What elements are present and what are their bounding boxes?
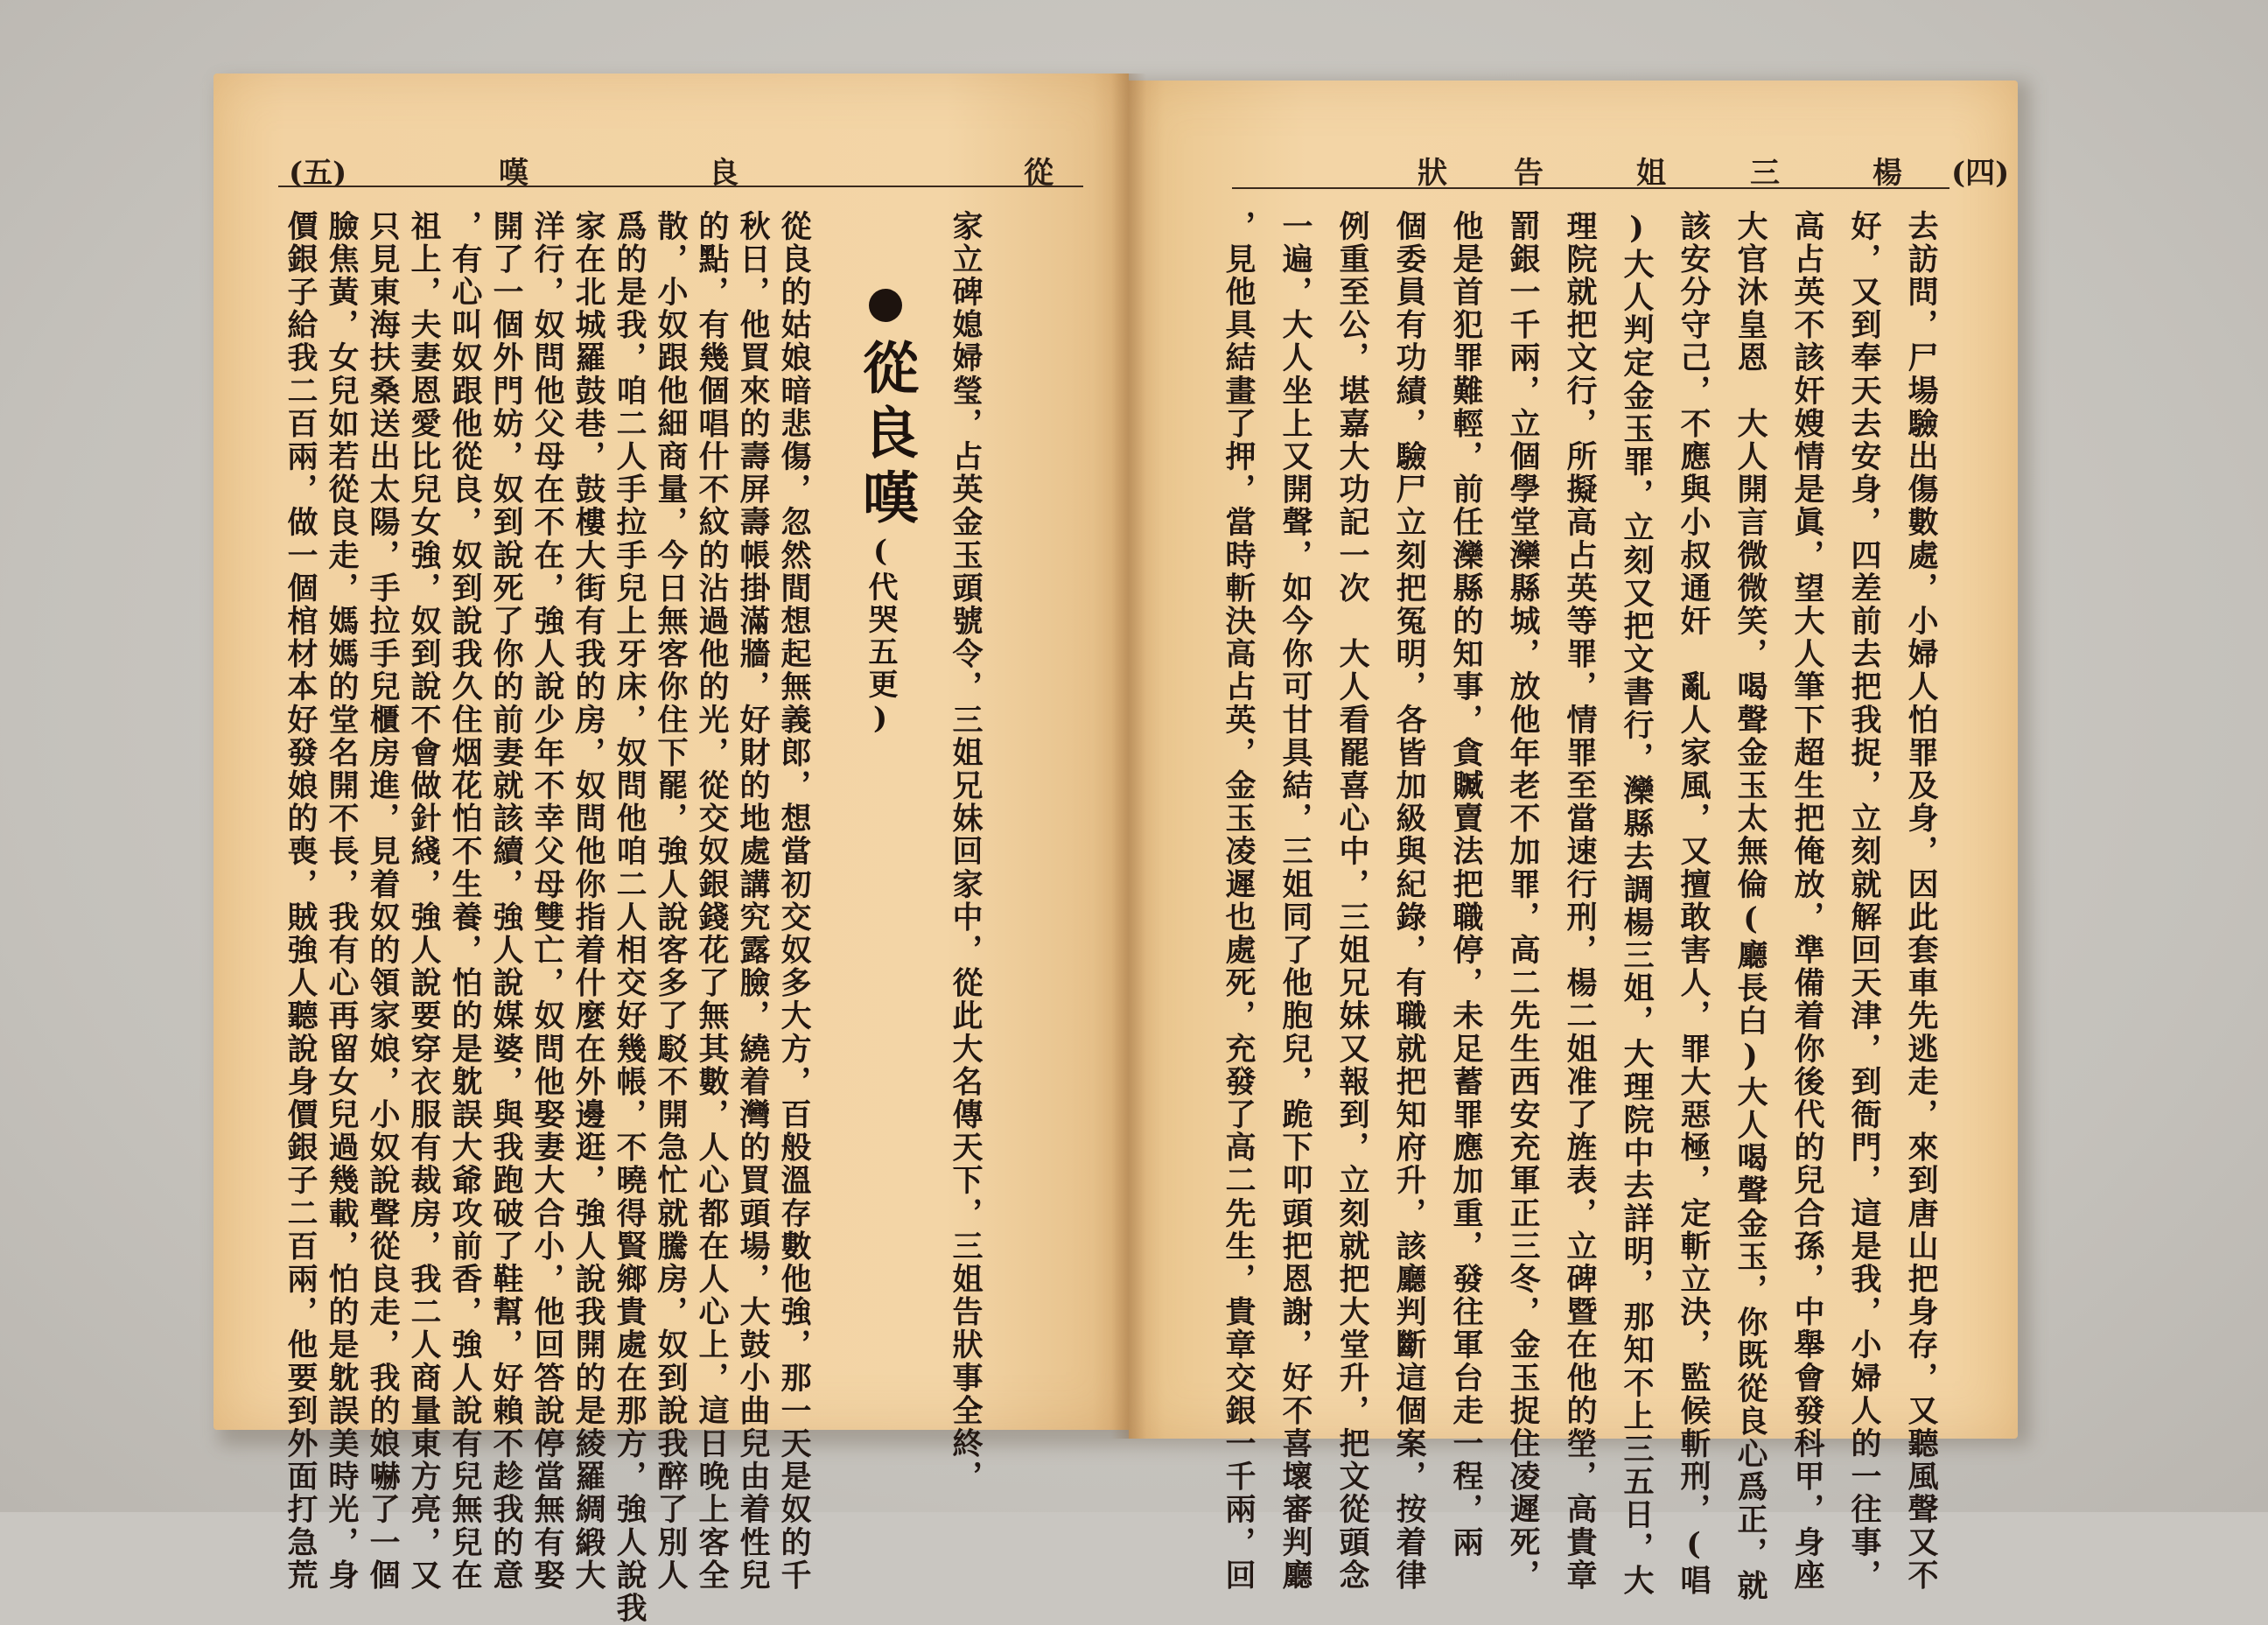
section-subtitle: (代哭五更): [863, 534, 898, 739]
text-column: 罰銀一千兩，立個學堂灤縣城，放他年老不加罪，高二先生西安充軍正三冬，金玉捉住凌遲死，: [1505, 210, 1541, 1593]
text-column: 臉焦黃，女兒如若從良走，媽媽的堂名開不長，我有心再留女兒過幾載，怕的是躭誤美時光，身: [324, 210, 360, 1593]
text-column: 去訪問，尸場驗出傷數處，小婦人怕罪及身，因此套車先逃走，來到唐山把身存，又聽風聲又不: [1903, 210, 1939, 1593]
text-column: 家立碑媳婦瑩，占英金玉頭號令，三姐兄妹回家中，從此大名傳天下，三姐告狀事全終，: [948, 210, 984, 1494]
left-header-rule: [278, 186, 1083, 187]
text-column: 秋日，他買來的壽屏壽帳掛滿牆，好財的地處講究露臉，繞着灣的買頭場，大鼓小曲兒由着性兒: [735, 210, 771, 1593]
right-page-header: [1418, 149, 2010, 191]
right-header-char: 告: [1514, 156, 1544, 191]
text-column: 好，又到奉天去安身，四差前去把我捉，立刻就解回天津，到衙門，這是我，小婦人的一往事，: [1846, 210, 1882, 1593]
text-column: 爲的是我，咱二人手拉手兒上牙床，奴問他咱二人相交好幾帳，不曉得賢鄉貴處在那方，強人說我: [612, 210, 648, 1625]
text-column: )大人判定金玉罪，立刻又把文書行，灤縣去調楊三姐，大理院中去詳明，那知不上三五日，大: [1619, 210, 1655, 1598]
right-header-char: 狀: [1418, 156, 1447, 191]
text-column: 價銀子給我二百兩，做一個棺材本好發娘的喪，賊強人聽說身價銀子二百兩，他要到外面打急荒: [283, 210, 318, 1593]
text-column: 只見東海扶桑送出太陽，手拉手兒櫃房進，見着奴的領家娘，小奴說聲從良走，我的娘嚇了一個: [365, 210, 401, 1593]
left-header-char: 良: [709, 156, 738, 191]
left-header-char: 嘆: [499, 156, 528, 191]
right-header-char: 楊: [1872, 156, 1902, 191]
text-column: 開了一個外門妨，奴到說死了你的前妻就該續，強人說媒婆，與我跑破了鞋幫，好賴不趁我的意: [488, 210, 524, 1593]
text-column: 高占英不該奸嫂情是眞，望大人筆下超生把俺放，準備着你後代的兒合孫，中舉會發科甲，身座: [1789, 210, 1825, 1593]
section-title-text: 從良嘆: [853, 339, 919, 533]
text-column: 大官沐皇恩 大人開言微微笑，喝聲金玉太無倫(廳長白)大人喝聲金玉，你既從良心爲正，就: [1732, 210, 1768, 1603]
text-column: 家在北城羅鼓巷，鼓樓大街有我的房，奴問他你指着什麼在外邊逛，強人說我開的是綾羅綢緞大: [570, 210, 606, 1593]
text-column: 洋行，奴問他父母在不在，強人說少年不幸父母雙亡，奴問他娶妻大合小，他回答說停當無有娶: [529, 210, 565, 1593]
text-column: 例重至公，堪嘉大功記一次 大人看罷喜心中，三姐兄妹又報到，立刻就把大堂升，把文從頭念: [1334, 210, 1370, 1593]
text-column: 他是首犯罪難輕，前任灤縣的知事，貪贓賣法把職停，未足蓄罪應加重，發往軍台走一程，兩: [1448, 210, 1484, 1559]
right-header-char: 姐: [1636, 156, 1666, 191]
book-gutter: [1111, 74, 1146, 1439]
text-column: 散，小奴跟他細商量，今日無客你住下罷，強人說客多了駁不開急忙就騰房，奴到說我醉了別人: [653, 210, 689, 1593]
text-column: 一遍，大人坐上又開聲，如今你可甘具結，三姐同了他胞兒，跪下叩頭把恩謝，好不喜壞審判廳: [1278, 210, 1313, 1593]
text-column: 祖上，夫妻恩愛比兒女強，奴到說不會做針綫，強人說要穿衣服有裁房，我二人商量東方亮，又: [406, 210, 442, 1593]
text-column: 個委員有功績，驗尸立刻把冤明，各皆加級與紀錄，有職就把知府升，該廳判斷這個案，按着律: [1391, 210, 1427, 1593]
text-column: 該安分守己，不應與小叔通奸 亂人家風，又擅敢害人，罪大惡極，定斬立決，監候斬刑，(唱: [1676, 210, 1712, 1598]
text-column: ，見他具結畫了押，當時斬決高占英，金玉凌遲也處死，充發了高二先生，貴章交銀一千兩，回: [1221, 210, 1256, 1593]
right-page-number: (四): [1951, 156, 2010, 191]
left-page-number: (五): [289, 156, 347, 191]
text-column: 的點，有幾個唱什不紋的沾過他的光，從交奴銀錢花了無其數，人心都在人心上，這日晚上客全: [694, 210, 730, 1593]
bullet-icon: [869, 289, 902, 322]
left-header-char: 從: [1024, 156, 1054, 191]
right-header-char: 三: [1750, 156, 1780, 191]
text-column: ，有心叫奴跟他從良，奴到說我久住烟花怕不生養，怕的是躭誤大爺攻前香，強人說有兒無兒在: [447, 210, 483, 1593]
text-column: 理院就把文行，所擬高占英等罪，情罪至當速行刑，楊二姐准了旌表，立碑暨在他的塋，高貴章: [1562, 210, 1598, 1593]
text-column: 從良的姑娘暗悲傷，忽然間想起無義郎，想當初交奴多大方，百般溫存數他強，那一天是奴的千: [776, 210, 812, 1593]
left-page-header: [289, 149, 1054, 191]
section-title: [845, 289, 926, 533]
right-header-rule: [1232, 187, 1950, 189]
